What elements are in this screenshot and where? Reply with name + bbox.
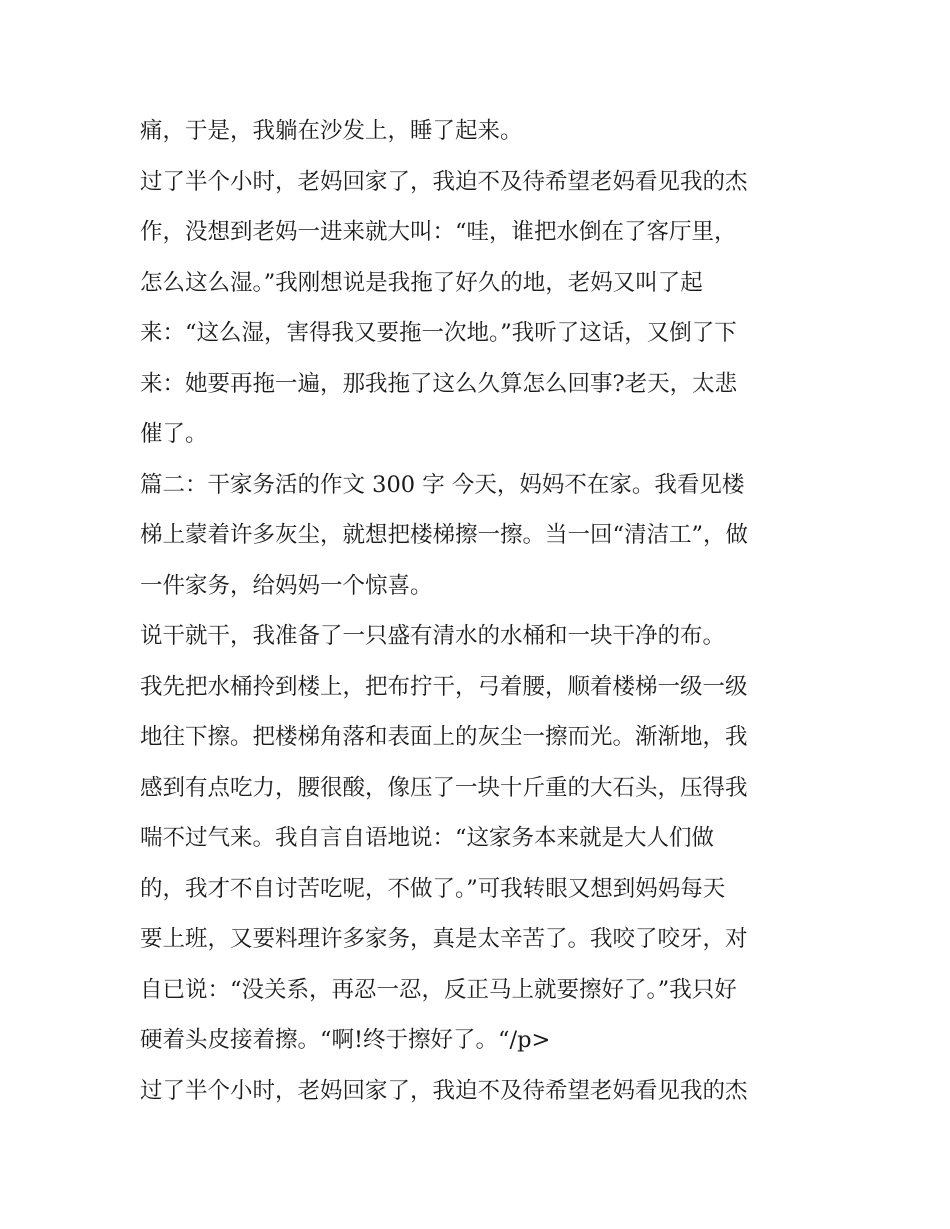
text-line: 自已说：“没关系，再忍一忍，反正马上就要擦好了。”我只好 <box>140 976 737 1003</box>
text-line: 痛，于是，我躺在沙发上，睡了起来。 <box>140 118 523 144</box>
text-line: 感到有点吃力，腰很酸，像压了一块十斤重的大石头，压得我 <box>140 774 748 801</box>
text-line: 来：“这么湿，害得我又要拖一次地。”我听了这话，又倒了下 <box>140 320 737 346</box>
text-line: 要上班，又要料理许多家务，真是太辛苦了。我咬了咬牙，对 <box>140 926 748 952</box>
text-line: 梯上蒙着许多灰尘，就想把楼梯擦一擦。当一回“清洁工”，做 <box>140 522 749 548</box>
text-line: 的，我才不自讨苦吃呢，不做了。”可我转眼又想到妈妈每天 <box>140 875 726 902</box>
text-line: 篇二：干家务活的作文 300 字 今天，妈妈不在家。我看见楼 <box>140 471 745 498</box>
text-line: 一件家务，给妈妈一个惊喜。 <box>140 572 433 599</box>
text-line: 怎么这么湿。”我刚想说是我拖了好久的地，老妈又叫了起 <box>140 269 703 296</box>
text-line: 作，没想到老妈一进来就大叫：“哇，谁把水倒在了客厅里， <box>140 219 737 245</box>
text-line: 过了半个小时，老妈回家了，我迫不及待希望老妈看见我的杰 <box>140 1077 748 1104</box>
text-line: 过了半个小时，老妈回家了，我迫不及待希望老妈看见我的杰 <box>140 168 748 195</box>
text-line: 喘不过气来。我自言自语地说：“这家务本来就是大人们做 <box>140 825 715 851</box>
text-line: 来：她要再拖一遍，那我拖了这么久算怎么回事?老天，太悲 <box>140 370 738 397</box>
text-line: 地往下擦。把楼梯角落和表面上的灰尘一擦而光。渐渐地，我 <box>140 724 748 750</box>
text-line: 我先把水桶拎到楼上，把布拧干，弓着腰，顺着楼梯一级一级 <box>140 673 748 700</box>
text-line: 催了。 <box>140 421 208 447</box>
text-line: 说干就干，我准备了一只盛有清水的水桶和一块干净的布。 <box>140 623 726 649</box>
document-body <box>140 106 820 1116</box>
text-line: 硬着头皮接着擦。“啊!终于擦好了。“/p> <box>140 1027 551 1053</box>
